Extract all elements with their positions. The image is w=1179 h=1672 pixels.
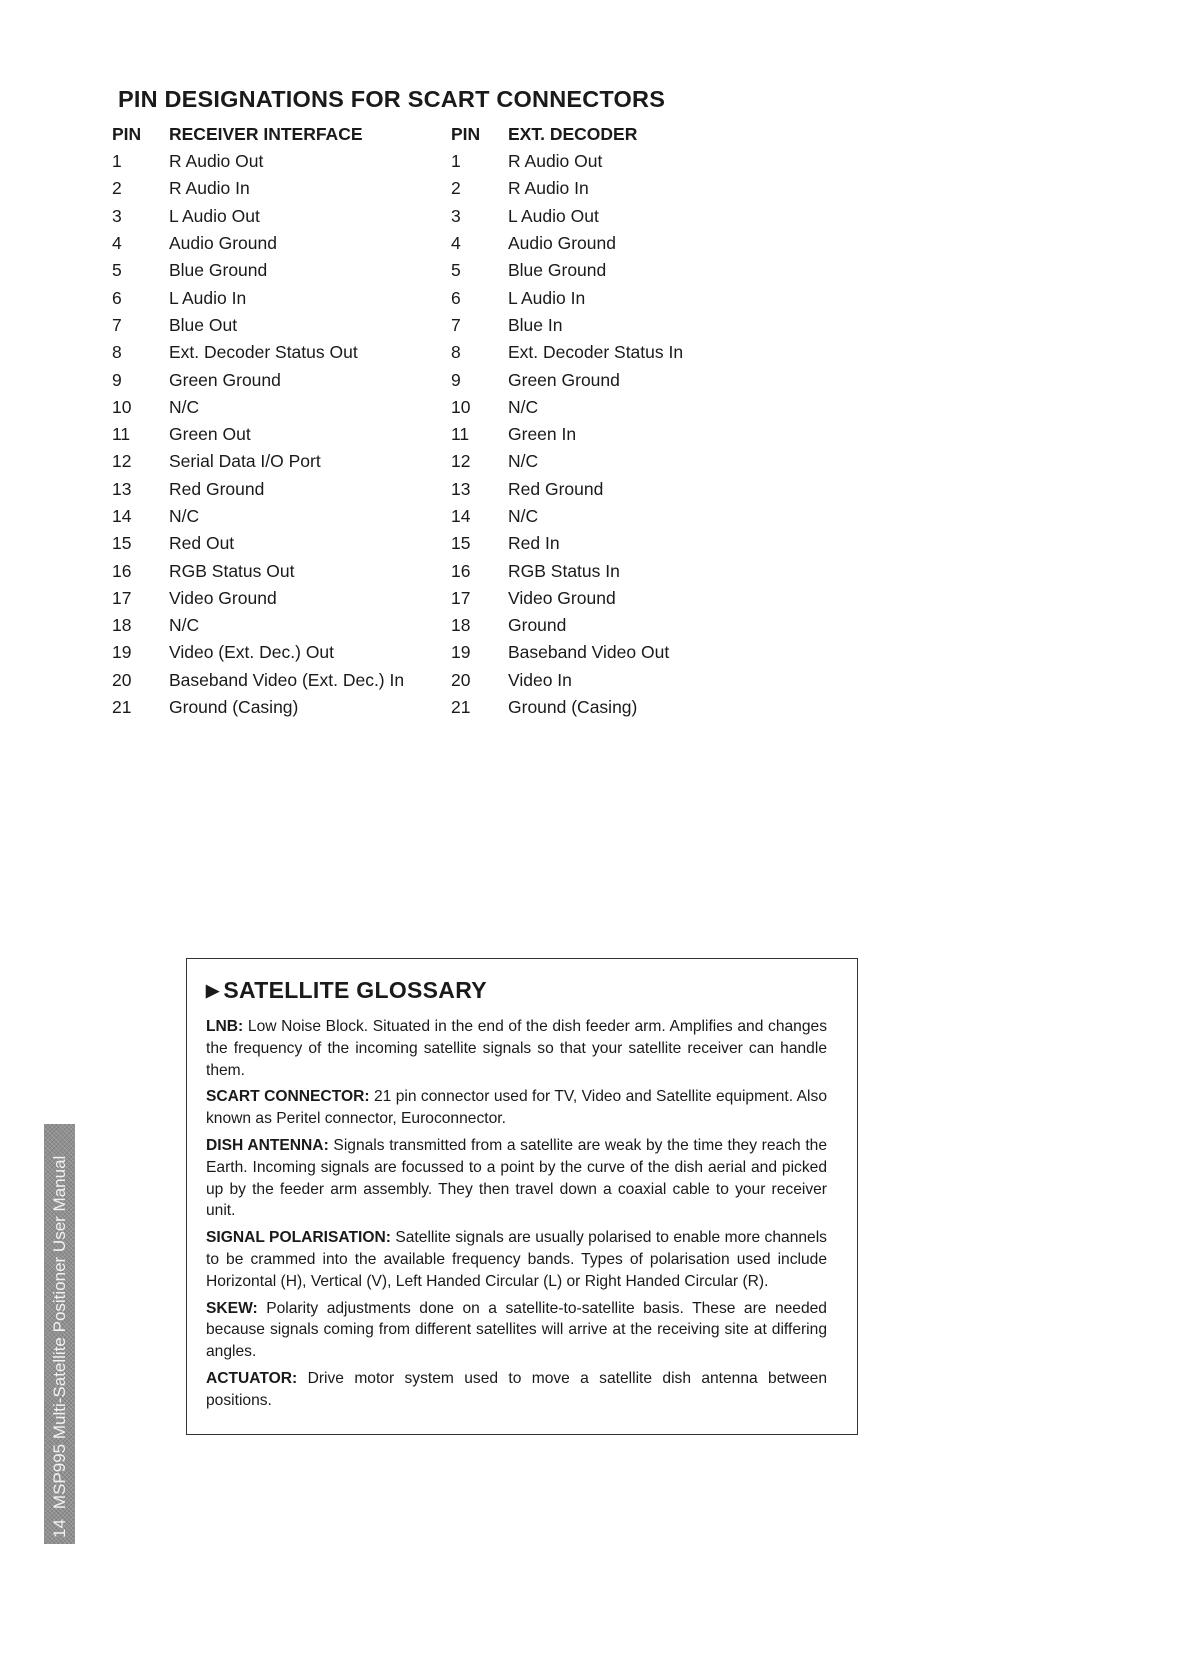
pin-number-decoder: 8 bbox=[451, 342, 461, 363]
pin-number-decoder: 15 bbox=[451, 533, 471, 554]
receiver-interface-signal: R Audio Out bbox=[169, 151, 264, 172]
glossary-definition: Drive motor system used to move a satellite dish antenna between positions. bbox=[206, 1369, 827, 1409]
receiver-interface-signal: N/C bbox=[169, 506, 200, 526]
pin-number-decoder: 9 bbox=[451, 369, 461, 390]
pin-number-receiver: 18 bbox=[112, 615, 132, 636]
header-ext-decoder: EXT. DECODER bbox=[508, 123, 638, 144]
glossary-heading bbox=[206, 977, 827, 1004]
pin-number-decoder: 14 bbox=[451, 506, 471, 526]
table-row bbox=[112, 694, 738, 721]
glossary-entry bbox=[206, 1086, 827, 1130]
receiver-interface-signal: L Audio Out bbox=[169, 205, 260, 226]
receiver-interface-signal: Audio Ground bbox=[169, 233, 277, 254]
pin-number-receiver: 1 bbox=[112, 151, 122, 172]
table-row bbox=[112, 394, 738, 421]
pin-number-receiver: 16 bbox=[112, 560, 132, 581]
glossary-term: LNB: bbox=[206, 1018, 244, 1035]
pin-number-decoder: 2 bbox=[451, 178, 461, 199]
receiver-interface-signal: Serial Data I/O Port bbox=[169, 451, 321, 472]
pin-number-decoder: 6 bbox=[451, 287, 461, 308]
ext-decoder-signal: Green Ground bbox=[508, 369, 620, 390]
receiver-interface-signal: Red Out bbox=[169, 533, 235, 554]
table-row bbox=[112, 585, 738, 612]
receiver-interface-signal: Video Ground bbox=[169, 587, 277, 608]
pin-number-receiver: 13 bbox=[112, 478, 132, 499]
glossary-entry bbox=[206, 1368, 827, 1412]
glossary-entry bbox=[206, 1227, 827, 1292]
receiver-interface-signal: Green Ground bbox=[169, 369, 281, 390]
ext-decoder-signal: N/C bbox=[508, 396, 539, 417]
receiver-interface-signal: Red Ground bbox=[169, 478, 265, 499]
page-title: PIN DESIGNATIONS FOR SCART CONNECTORS bbox=[118, 86, 666, 112]
glossary-definition: Polarity adjustments done on a satellite-to-satellite basis. These are needed because signals coming from different satellites will arrive at the receiving site at differing angles. bbox=[206, 1299, 827, 1361]
glossary-term: SKEW: bbox=[206, 1299, 258, 1317]
table-body bbox=[112, 148, 738, 721]
table-row bbox=[112, 257, 738, 284]
pin-number-decoder: 4 bbox=[451, 233, 461, 254]
side-tab-text bbox=[44, 1124, 75, 1544]
table-row bbox=[112, 230, 738, 257]
page-number: 14 bbox=[49, 1519, 69, 1538]
pin-number-decoder: 16 bbox=[451, 560, 471, 581]
pin-number-decoder: 20 bbox=[451, 669, 471, 690]
pin-number-receiver: 5 bbox=[112, 260, 122, 281]
pin-number-decoder: 5 bbox=[451, 260, 461, 281]
receiver-interface-signal: Ground (Casing) bbox=[169, 697, 299, 718]
pin-number-receiver: 9 bbox=[112, 369, 122, 390]
pin-number-receiver: 8 bbox=[112, 342, 122, 363]
receiver-interface-signal: Blue Ground bbox=[169, 260, 268, 281]
manual-title: MSP995 Multi-Satellite Positioner User Manual bbox=[49, 1155, 69, 1510]
pin-number-receiver: 6 bbox=[112, 287, 122, 308]
pin-number-decoder: 19 bbox=[451, 642, 471, 663]
ext-decoder-signal: N/C bbox=[508, 451, 539, 472]
ext-decoder-signal: Video In bbox=[508, 669, 572, 690]
ext-decoder-signal: Audio Ground bbox=[508, 233, 616, 254]
glossary-definition: Signals transmitted from a satellite are weak by the time they reach the Earth. Incoming signals are focussed to a point by the curve of the dish aerial and picked up by the feeder arm assembly. They then travel down a coaxial cable to your receiver unit. bbox=[206, 1136, 827, 1220]
pin-number-decoder: 11 bbox=[451, 424, 470, 445]
pin-number-decoder: 13 bbox=[451, 478, 471, 499]
receiver-interface-signal: Green Out bbox=[169, 424, 251, 445]
pin-number-decoder: 3 bbox=[451, 205, 461, 226]
pin-number-receiver: 7 bbox=[112, 314, 122, 335]
receiver-interface-signal: N/C bbox=[169, 615, 200, 636]
header-receiver-interface: RECEIVER INTERFACE bbox=[169, 123, 363, 144]
pin-number-receiver: 21 bbox=[112, 697, 132, 718]
pin-number-receiver: 17 bbox=[112, 587, 132, 608]
pin-number-receiver: 11 bbox=[112, 424, 131, 445]
pin-number-decoder: 7 bbox=[451, 314, 461, 335]
pin-number-decoder: 17 bbox=[451, 587, 471, 608]
receiver-interface-signal: Baseband Video (Ext. Dec.) In bbox=[169, 669, 405, 690]
table-row bbox=[112, 448, 738, 475]
receiver-interface-signal: L Audio In bbox=[169, 287, 247, 308]
pin-number-decoder: 10 bbox=[451, 396, 471, 417]
ext-decoder-signal: R Audio In bbox=[508, 178, 589, 199]
pin-number-receiver: 15 bbox=[112, 533, 132, 554]
ext-decoder-signal: L Audio Out bbox=[508, 205, 599, 226]
pin-number-receiver: 10 bbox=[112, 396, 132, 417]
table-row bbox=[112, 476, 738, 503]
glossary-title: SATELLITE GLOSSARY bbox=[223, 977, 487, 1003]
table-row bbox=[112, 612, 738, 639]
glossary-entries bbox=[206, 1016, 827, 1412]
header-pin-decoder: PIN bbox=[451, 123, 481, 144]
glossary-entry bbox=[206, 1016, 827, 1081]
glossary-term: SIGNAL POLARISATION: bbox=[206, 1229, 391, 1247]
table-row bbox=[112, 503, 738, 530]
header-pin-receiver: PIN bbox=[112, 123, 142, 144]
ext-decoder-signal: R Audio Out bbox=[508, 151, 603, 172]
ext-decoder-signal: Ground (Casing) bbox=[508, 697, 638, 718]
receiver-interface-signal: N/C bbox=[169, 396, 200, 417]
pin-number-decoder: 18 bbox=[451, 615, 471, 636]
ext-decoder-signal: Green In bbox=[508, 424, 577, 445]
ext-decoder-signal: Red In bbox=[508, 533, 560, 554]
pin-number-receiver: 2 bbox=[112, 178, 122, 199]
table-row bbox=[112, 312, 738, 339]
ext-decoder-signal: Ground bbox=[508, 615, 567, 636]
receiver-interface-signal: Blue Out bbox=[169, 314, 238, 335]
pin-number-receiver: 20 bbox=[112, 669, 132, 690]
ext-decoder-signal: Blue In bbox=[508, 314, 563, 335]
pin-number-receiver: 3 bbox=[112, 205, 122, 226]
ext-decoder-signal: Baseband Video Out bbox=[508, 642, 670, 663]
table-row bbox=[112, 148, 738, 175]
ext-decoder-signal: L Audio In bbox=[508, 287, 586, 308]
table-row bbox=[112, 366, 738, 393]
pin-number-decoder: 1 bbox=[451, 151, 461, 172]
glossary-definition: Satellite signals are usually polarised to enable more channels to be crammed into the available frequency bands. Types of polarisation used include Horizontal (H), Vertical (V), Left Handed Circular (L) or Right Handed Circular (R). bbox=[206, 1229, 827, 1290]
table-row bbox=[112, 284, 738, 311]
table-row bbox=[112, 557, 738, 584]
table-row bbox=[112, 639, 738, 666]
receiver-interface-signal: Video (Ext. Dec.) Out bbox=[169, 642, 335, 663]
table-row bbox=[112, 421, 738, 448]
table-row bbox=[112, 667, 738, 694]
satellite-glossary-box bbox=[186, 958, 858, 1435]
pin-number-receiver: 14 bbox=[112, 506, 132, 526]
ext-decoder-signal: Video Ground bbox=[508, 587, 616, 608]
side-tab-strip bbox=[44, 1124, 75, 1544]
glossary-term: SCART CONNECTOR: bbox=[206, 1088, 370, 1106]
glossary-term: ACTUATOR: bbox=[206, 1369, 298, 1387]
ext-decoder-signal: Ext. Decoder Status In bbox=[508, 342, 684, 363]
pin-number-receiver: 12 bbox=[112, 451, 132, 472]
receiver-interface-signal: Ext. Decoder Status Out bbox=[169, 342, 358, 363]
pin-number-receiver: 4 bbox=[112, 233, 122, 254]
glossary-definition: 21 pin connector used for TV, Video and Satellite equipment. Also known as Peritel connector, Euroconnector. bbox=[206, 1088, 827, 1128]
pin-number-decoder: 21 bbox=[451, 697, 471, 718]
scart-pin-table bbox=[112, 120, 738, 721]
glossary-definition: Low Noise Block. Situated in the end of the dish feeder arm. Amplifies and changes the frequency of the incoming satellite signals so that your satellite receiver can handle them. bbox=[206, 1018, 827, 1079]
glossary-term: DISH ANTENNA: bbox=[206, 1136, 329, 1154]
ext-decoder-signal: RGB Status In bbox=[508, 560, 620, 581]
table-row bbox=[112, 175, 738, 202]
table-row bbox=[112, 339, 738, 366]
triangle-right-icon: ▶ bbox=[206, 980, 220, 1000]
table-header-row bbox=[112, 120, 738, 148]
pin-number-decoder: 12 bbox=[451, 451, 471, 472]
ext-decoder-signal: N/C bbox=[508, 506, 539, 526]
receiver-interface-signal: RGB Status Out bbox=[169, 560, 295, 581]
glossary-entry bbox=[206, 1135, 827, 1222]
glossary-entry bbox=[206, 1298, 827, 1363]
table-row bbox=[112, 530, 738, 557]
pin-number-receiver: 19 bbox=[112, 642, 132, 663]
ext-decoder-signal: Red Ground bbox=[508, 478, 604, 499]
table-row bbox=[112, 203, 738, 230]
receiver-interface-signal: R Audio In bbox=[169, 178, 250, 199]
ext-decoder-signal: Blue Ground bbox=[508, 260, 607, 281]
